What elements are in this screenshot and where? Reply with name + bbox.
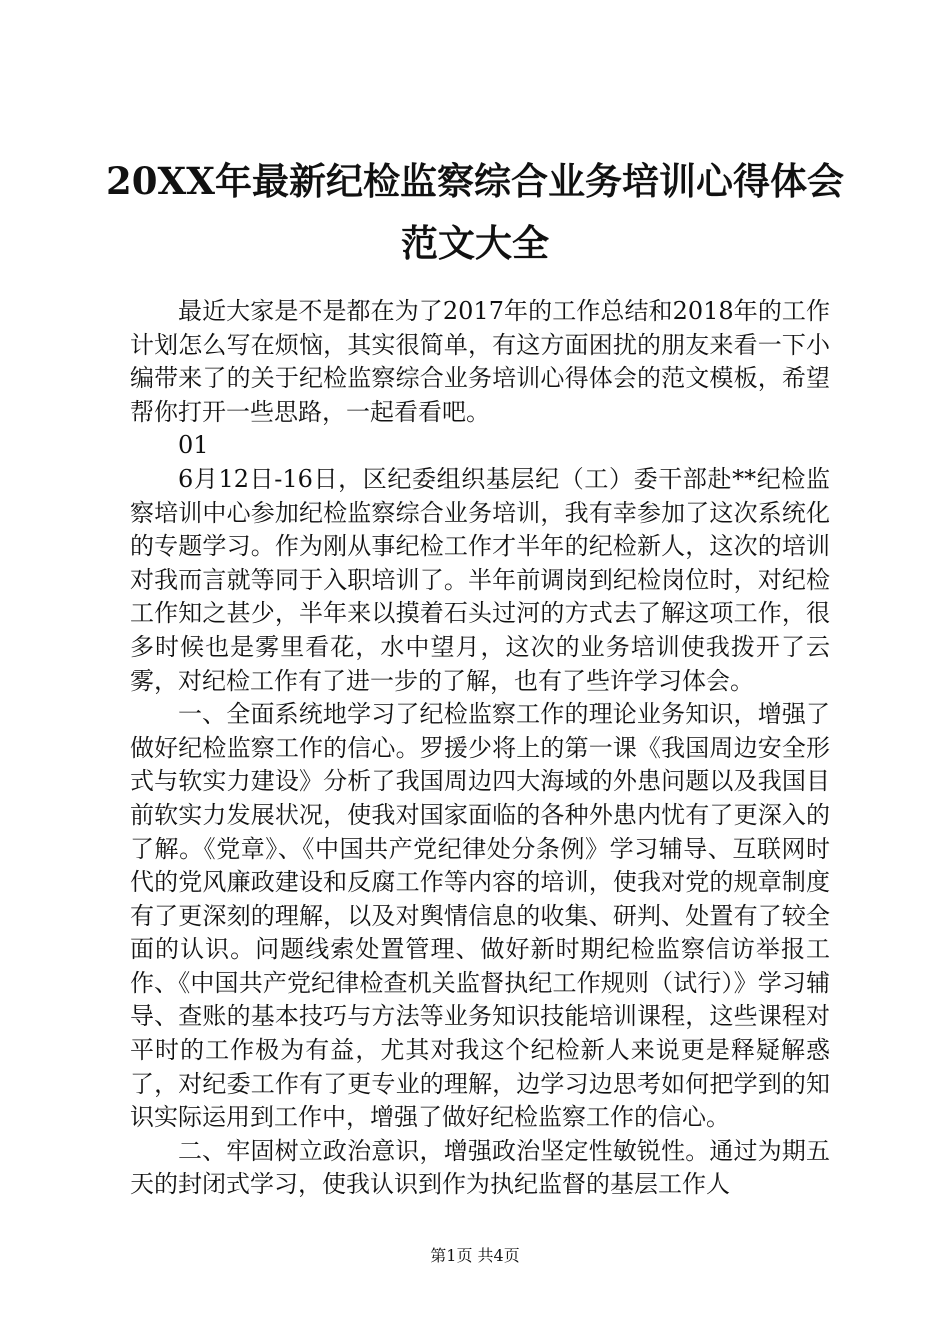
document-title-line-1: 20XX年最新纪检监察综合业务培训心得体会 [106,159,844,203]
document-title-line-2: 范文大全 [401,221,549,265]
body-paragraph-2: 一、全面系统地学习了纪检监察工作的理论业务知识，增强了做好纪检监察工作的信心。罗援少将上的第一课《我国周边安全形式与软实力建设》分析了我国周边四大海域的外患问题以及我国目前软实力发展状况，使我对国家面临的各种外患内忧有了更深入的了解。《党章》、《中国共产党纪律处分条例》学习辅导、互联网时代的党风廉政建设和反腐工作等内容的培训，使我对党的规章制度有了更深刻的理解，以及对舆情信息的收集、研判、处置有了较全面的认识。问题线索处置管理、做好新时期纪检监察信访举报工作、《中国共产党纪律检查机关监督执纪工作规则（试行）》学习辅导、查账的基本技巧与方法等业务知识技能培训课程，这些课程对平时的工作极为有益，尤其对我这个纪检新人来说更是释疑解惑了，对纪委工作有了更专业的理解，边学习边思考如何把学到的知识实际运用到工作中，增强了做好纪检监察工作的信心。 [130,700,830,1132]
section-number: 01 [178,431,209,460]
document-body [130,295,830,1202]
page-footer: 第1页 共4页 [430,1246,520,1265]
body-paragraph-3: 二、牢固树立政治意识，增强政治坚定性敏锐性。通过为期五天的封闭式学习，使我认识到作为执纪监督的基层工作人 [130,1136,830,1199]
body-paragraph-1: 6月12日-16日，区纪委组织基层纪（工）委干部赴**纪检监察培训中心参加纪检监察综合业务培训，我有幸参加了这次系统化的专题学习。作为刚从事纪检工作才半年的纪检新人，这次的培训对我而言就等同于入职培训了。半年前调岗到纪检岗位时，对纪检工作知之甚少，半年来以摸着石头过河的方式去了解这项工作，很多时候也是雾里看花，水中望月，这次的业务培训使我拨开了云雾，对纪检工作有了进一步的了解，也有了些许学习体会。 [130,464,830,695]
intro-paragraph: 最近大家是不是都在为了2017年的工作总结和2018年的工作计划怎么写在烦恼，其实很简单，有这方面困扰的朋友来看一下小编带来了的关于纪检监察综合业务培训心得体会的范文模板，希望帮你打开一些思路，一起看看吧。 [130,297,830,426]
